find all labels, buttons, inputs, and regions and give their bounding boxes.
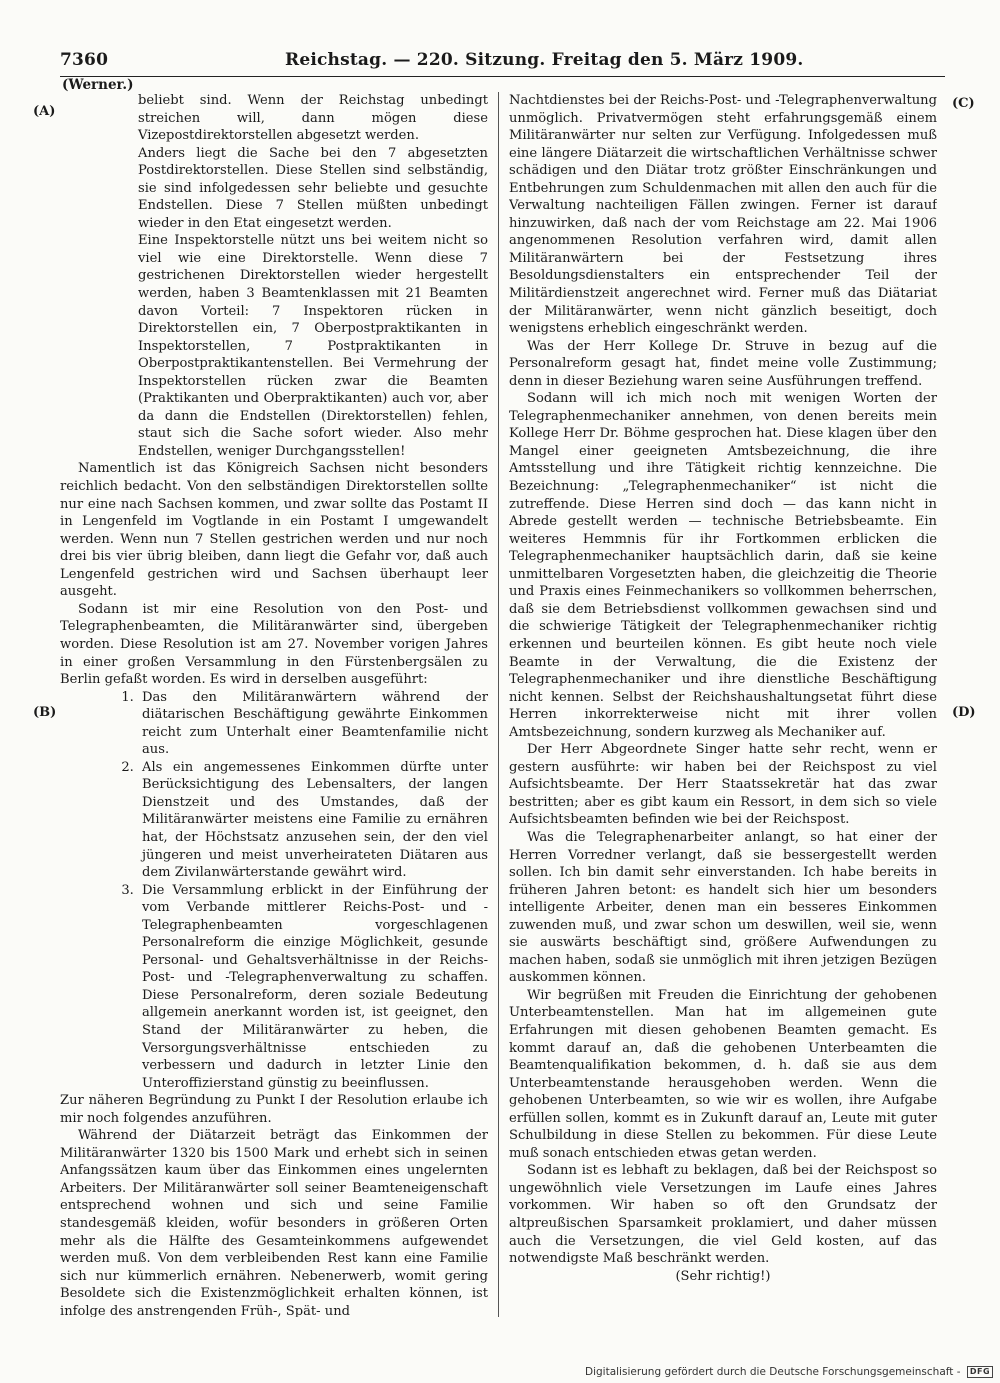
column-divider	[498, 92, 499, 1317]
page-header	[60, 50, 945, 76]
left-column	[60, 92, 488, 1317]
paragraph: Wir begrüßen mit Freuden die Einrichtung der gehobenen Unterbeamtenstellen. Man hat im allgemeinen gute Erfahrungen mit diesen gehobenen Beamten gemacht. Es kommt darauf an, daß die gehobenen Unterbeamten die Beamtenqualifikation bekommen, d. h. daß sie aus dem Unterbeamtenstande herausgehoben werden. Wenn die gehobenen Unterbeamten, so wie wir es wollen, ihre Aufgabe erfüllen sollen, kommt es in Zukunft darauf an, Leute mit guter Schulbildung in diese Stellen zu bekommen. Für diese Leute muß sonach entschieden etwas getan werden.	[509, 987, 937, 1161]
paragraph: beliebt sind. Wenn der Reichstag unbedingt streichen will, dann mögen diese Vizepostdirektorstellen abgesetzt werden.	[138, 93, 488, 144]
margin-marker-d: (D)	[952, 705, 976, 720]
right-column	[509, 92, 937, 1317]
paragraph: Nachtdienstes bei der Reichs-Post- und -Telegraphenverwaltung unmöglich. Privatvermögen steht erfahrungsgemäß einem Militäranwärter nur selten zur Verfügung. Infolgedessen muß eine längere Diätarzeit die wirtschaftlichen Verhältnisse schwer schädigen und den Diätar trotz größter Einschränkungen und Entbehrungen zum Schuldenmachen mit allen den auch für die Verwaltung nachteiligen Fällen zwingen. Ferner ist darauf hinzuwirken, daß nach der vom Reichstage am 22. Mai 1906 angenommenen Resolution verfahren wird, damit allen Militäranwärtern bei der Festsetzung ihres Besoldungsdienstalters ein entsprechender Teil der Militärdienstzeit angerechnet wird. Ferner muß das Diätariat der Militäranwärter, wenn nicht gänzlich beseitigt, doch wenigstens erheblich eingeschränkt werden.	[509, 93, 937, 337]
paragraph: Anders liegt die Sache bei den 7 abgesetzten Postdirektorstellen. Diese Stellen sind selbständig, sie sind infolgedessen sehr beliebte und gesuchte Endstellen. Diese 7 Stellen müßten unbedingt wieder in den Etat eingesetzt werden.	[138, 145, 488, 231]
list-item: 3. Die Versammlung erblickt in der Einführung der vom Verbande mittlerer Reichs-Post- und -Telegraphenbeamten vorgeschlagenen Personalreform die einzige Möglichkeit, gesunde Personal- und Gehaltsverhältnisse in der Reichs-Post- und -Telegraphenverwaltung zu schaffen. Diese Personalreform, deren soziale Bedeutung allgemein anerkannt worden ist, ist geeignet, den Stand der Militäranwärter zu heben, die Versorgungsverhältnisse entschieden zu verbessern und dadurch in letzter Linie den Unteroffizierstand günstig zu beeinflussen.	[138, 882, 488, 1093]
paragraph: Was der Herr Kollege Dr. Struve in bezug auf die Personalreform gesagt hat, findet meine volle Zustimmung; denn in dieser Beziehung waren seine Ausführungen treffend.	[509, 338, 937, 389]
margin-marker-b: (B)	[33, 705, 57, 720]
paragraph: Sodann ist mir eine Resolution von den Post- und Telegraphenbeamten, die Militäranwärter sind, übergeben worden. Diese Resolution ist am 27. November vorigen Jahres in einer großen Versammlung in den Fürstenbergsälen zu Berlin gefaßt worden. Es wird in derselben ausgeführt:	[60, 601, 488, 688]
header-rule	[60, 76, 945, 77]
running-title: Reichstag. — 220. Sitzung. Freitag den 5. März 1909.	[285, 50, 804, 70]
paragraph: Eine Inspektorstelle nützt uns bei weitem nicht so viel wie eine Direktorstelle. Wenn diese 7 gestrichenen Direktorstellen wieder hergestellt werden, haben 3 Beamtenklassen mit 21 Beamten davon Vorteil: 7 Inspektoren rücken in Direktorstellen ein, 7 Oberpostpraktikanten in Inspektorstellen, 7 Postpraktikanten in Oberpostpraktikantenstellen. Bei Vermehrung der Inspektorstellen rücken zwar die Beamten (Praktikanten und Oberpraktikanten) auch vor, aber da dann die Endstellen (Direktorstellen) fehlen, staut sich die Sache sofort wieder. Also mehr Endstellen, weniger Durchgangsstellen!	[138, 233, 488, 459]
interjection: (Sehr richtig!)	[675, 1268, 771, 1284]
speaker-name: (Werner.)	[62, 77, 134, 93]
footer-text: Digitalisierung gefördert durch die Deutsche Forschungsgemeinschaft -	[585, 1366, 961, 1378]
margin-marker-a: (A)	[33, 104, 56, 119]
paragraph: Der Herr Abgeordnete Singer hatte sehr recht, wenn er gestern ausführte: wir haben bei der Reichspost zu viel Aufsichtsbeamte. Der Herr Staatssekretär hat das zwar bestritten; aber es gibt kaum ein Ressort, in dem sich so viele Aufsichtsbeamten befinden wie bei der Reichspost.	[509, 742, 937, 828]
paragraph: Was die Telegraphenarbeiter anlangt, so hat einer der Herren Vorredner verlangt, daß sie bessergestellt werden sollen. Ich bin damit sehr einverstanden. Ich habe bereits in früheren Jahren betont: es handelt sich hier um besonders intelligente Arbeiter, denen man ein besseres Einkommen zuwenden muß, und zwar schon um deswillen, weil sie, wenn sie auswärts beschäftigt sind, größere Aufwendungen zu machen haben, sodaß sie unmöglich mit ihren jetzigen Bezügen auskommen können.	[509, 829, 937, 986]
page-number: 7360	[60, 50, 109, 70]
paragraph: Namentlich ist das Königreich Sachsen nicht besonders reichlich bedacht. Von den selbständigen Direktorstellen sollte nur eine nach Sachsen kommen, und zwar sollte das Postamt II in Lengenfeld im Vogtlande in ein Postamt I umgewandelt werden. Wenn nun 7 Stellen gestrichen werden und nur noch drei bis vier übrig bleiben, dann liegt die Gefahr vor, daß auch Lengenfeld gestrichen wird und Sachsen überhaupt leer ausgeht.	[60, 461, 488, 600]
dfg-logo: DFG	[967, 1366, 993, 1378]
paragraph: Sodann ist es lebhaft zu beklagen, daß bei der Reichspost so ungewöhnlich viele Versetzungen im Laufe eines Jahres vorkommen. Wir haben so oft den Grundsatz der altpreußischen Sparsamkeit proklamiert, und daher müssen auch die Versetzungen, die viel Geld kosten, auf das notwendigste Maß beschränkt werden.	[509, 1163, 937, 1267]
paragraph: Zur näheren Begründung zu Punkt I der Resolution erlaube ich mir noch folgendes anzuführen.	[60, 1093, 488, 1126]
paragraph: Sodann will ich mich noch mit wenigen Worten der Telegraphenmechaniker annehmen, von denen bereits mein Kollege Herr Dr. Böhme gesprochen hat. Diese klagen über den Mangel einer geeigneten Amtsbezeichnung, die ihre Amtsstellung und ihre Tätigkeit richtig kennzeichne. Die Bezeichnung: „Telegraphenmechaniker“ ist nicht die zutreffende. Diese Herren sind doch — das kann nicht in Abrede gestellt werden — technische Betriebsbeamte. Ein weiteres Hemmnis für ihr Fortkommen erblicken die Telegraphenmechaniker hauptsächlich darin, daß sie keine unmittelbaren Vorgesetzten haben, die gleichzeitig die Theorie und Praxis eines Feinmechanikers so vollkommen beherrschen, daß sie dem Betriebsdienst vollkommen gewachsen sind und die schwierige Tätigkeit der Telegraphenmechaniker richtig erkennen und beurteilen können. Es gibt heute noch viele Beamte in der Verwaltung, die die Existenz der Telegraphenmechaniker und ihre dienstliche Beschäftigung nicht kennen. Selbst der Reichshaushaltungsetat führt diese Herren inkorrekterweise nicht mit ihrer vollen Amtsbezeichnung, sondern kurzweg als Mechaniker auf.	[509, 391, 937, 740]
resolution-list	[60, 689, 488, 1093]
list-item: 1. Das den Militäranwärtern während der diätarischen Beschäftigung gewährte Einkommen reicht zum Unterhalt einer Beamtenfamilie nicht aus.	[138, 689, 488, 759]
list-item: 2. Als ein angemessenes Einkommen dürfte unter Berücksichtigung des Lebensalters, der langen Dienstzeit und des Umstandes, daß der Militäranwärter meistens eine Familie zu ernähren hat, der Höchstsatz anzusehen sein, der den viel jüngeren und meist unverheirateten Diätaren aus dem Zivilanwärterstande gewährt wird.	[138, 759, 488, 882]
digitization-footer	[585, 1366, 990, 1382]
margin-marker-c: (C)	[952, 96, 975, 111]
paragraph: Während der Diätarzeit beträgt das Einkommen der Militäranwärter 1320 bis 1500 Mark und erhebt sich in seinen Anfangssätzen kaum über das Einkommen eines ungelernten Arbeiters. Der Militäranwärter soll seiner Beamteneigenschaft entsprechend wohnen und sich und seine Familie standesgemäß kleiden, wofür besonders in größeren Orten mehr als die Hälfte des Gesamteinkommens aufgewendet werden muß. Von dem verbleibenden Rest kann eine Familie sich nur kümmerlich ernähren. Nebenerwerb, womit gering Besoldete sich die Existenzmöglichkeit erhalten können, ist infolge des anstrengenden Früh-, Spät- und	[60, 1128, 488, 1317]
